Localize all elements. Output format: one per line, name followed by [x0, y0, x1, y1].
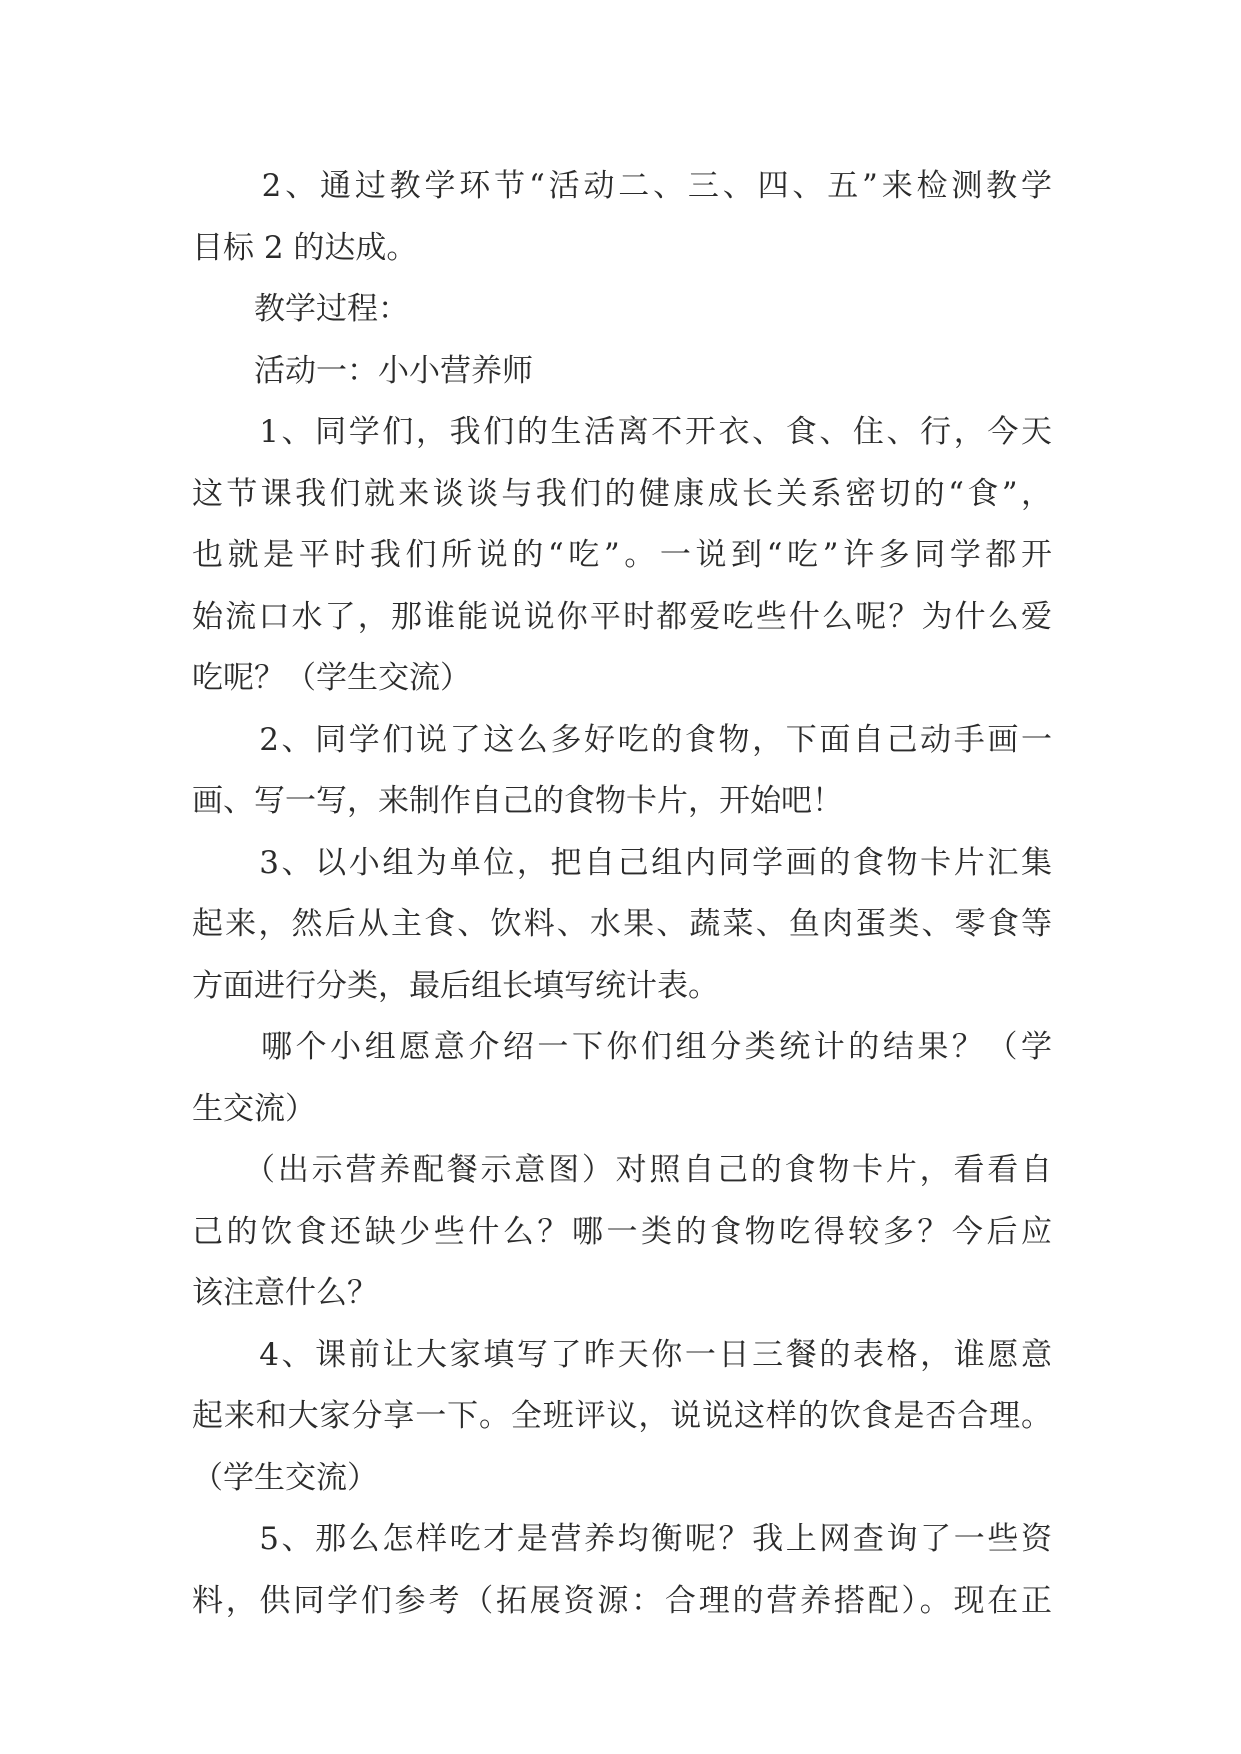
- text-line: 方面进行分类，最后组长填写统计表。: [192, 967, 719, 1004]
- text-line: 也就是平时我们所说的“吃”。一说到“吃”许多同学都开: [192, 537, 1052, 573]
- text-line: 己的饮食还缺少些什么？哪一类的食物吃得较多？今后应: [192, 1213, 1052, 1250]
- text-line: 2、同学们说了这么多好吃的食物，下面自己动手画一: [192, 721, 1052, 758]
- text-line: 1、同学们，我们的生活离不开衣、食、住、行，今天: [192, 414, 1052, 450]
- text-line: 哪个小组愿意介绍一下你们组分类统计的结果？（学: [192, 1029, 1052, 1065]
- text-line: （出示营养配餐示意图）对照自己的食物卡片，看看自: [192, 1152, 1052, 1188]
- text-line: 2、通过教学环节“活动二、三、四、五”来检测教学: [192, 168, 1052, 204]
- text-line: 起来，然后从主食、饮料、水果、蔬菜、鱼肉蛋类、零食等: [192, 906, 1052, 942]
- text-line: 5、那么怎样吃才是营养均衡呢？我上网查询了一些资: [192, 1521, 1052, 1557]
- text-line: 料，供同学们参考（拓展资源：合理的营养搭配）。现在正: [192, 1582, 1052, 1619]
- text-line: 该注意什么？: [192, 1275, 378, 1311]
- text-line: 活动一：小小营养师: [192, 352, 533, 389]
- text-line: 这节课我们就来谈谈与我们的健康成长关系密切的“食”，: [192, 475, 1052, 512]
- text-line: 4、课前让大家填写了昨天你一日三餐的表格，谁愿意: [192, 1336, 1052, 1373]
- text-line: 始流口水了，那谁能说说你平时都爱吃些什么呢？为什么爱: [192, 598, 1052, 635]
- text-line: 吃呢？（学生交流）: [192, 660, 471, 696]
- text-line: 画、写一写，来制作自己的食物卡片，开始吧！: [192, 783, 843, 819]
- text-line: 3、以小组为单位，把自己组内同学画的食物卡片汇集: [192, 844, 1052, 881]
- text-line: 起来和大家分享一下。全班评议，说说这样的饮食是否合理。: [192, 1398, 1052, 1434]
- text-line: 教学过程：: [192, 291, 409, 327]
- text-line: （学生交流）: [192, 1459, 378, 1496]
- text-line: 生交流）: [192, 1090, 316, 1127]
- document-body: [192, 156, 1052, 1632]
- text-line: 目标 2 的达成。: [192, 229, 418, 266]
